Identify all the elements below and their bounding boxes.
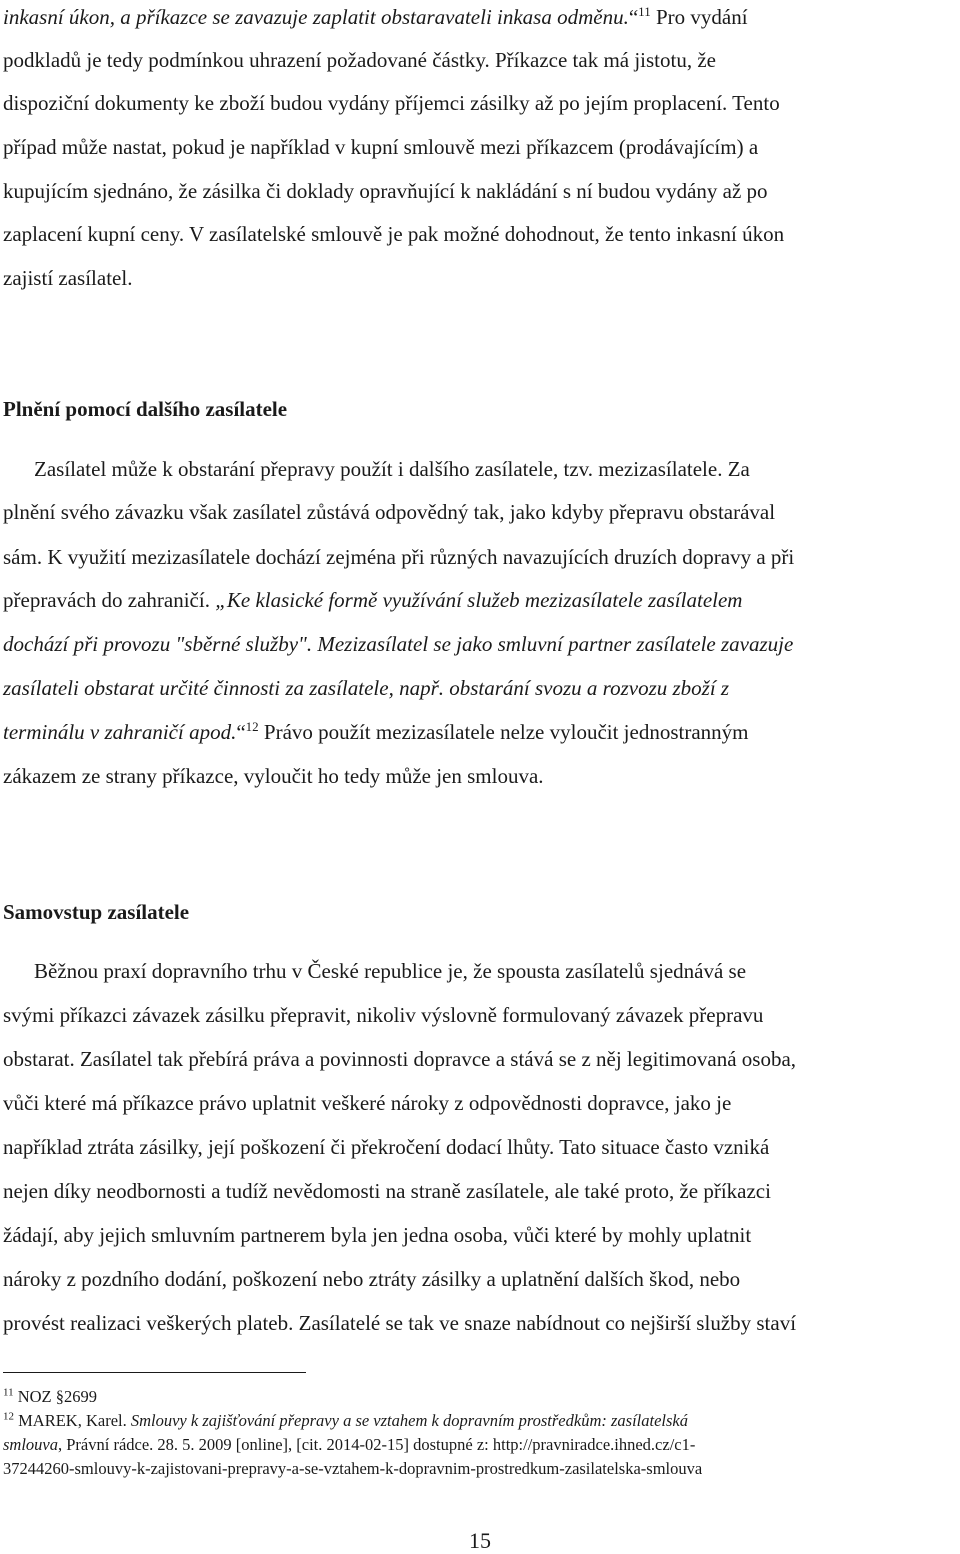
paragraph-line: terminálu v zahraničí apod.“$^{12}$ Právo použít mezizasílatele nelze vyloučit jednostranným — [3, 719, 749, 744]
page-number: 15 — [469, 1528, 491, 1553]
paragraph-line: kupujícím sjednáno, že zásilka či doklady opravňující k nakládání s ní budou vydány až po — [3, 179, 768, 203]
paragraph-line: svými příkazci závazek zásilku přepravit, nikoliv výslovně formulovaný závazek přepravu — [3, 1003, 764, 1027]
section-heading: Samovstup zasílatele — [3, 900, 190, 924]
footnote-12-line-2: smlouva, Právní rádce. 28. 5. 2009 [online], [cit. 2014-02-15] dostupné z: http://pravniradce.ihned.cz/c1- — [3, 1435, 696, 1454]
paragraph-line: podkladů je tedy podmínkou uhrazení požadované částky. Příkazce tak má jistotu, že — [3, 48, 716, 72]
paragraph-line: dochází při provozu "sběrné služby". Mezizasílatel se jako smluvní partner zasílatele zavazuje — [3, 632, 794, 656]
paragraph-line: obstarat. Zasílatel tak přebírá práva a povinnosti dopravce a stává se z něj legitimovaná osoba, — [3, 1047, 797, 1071]
footnote-12-line-3: 37244260-smlouvy-k-zajistovani-prepravy-a-se-vztahem-k-dopravnim-prostredkum-zasilatelska-smlouva — [3, 1459, 703, 1478]
paragraph-line: dispoziční dokumenty ke zboží budou vydány příjemci zásilky až po jejím proplacení. Tento — [3, 91, 780, 115]
footnote-11: $^{11}$ NOZ §2699 — [3, 1386, 98, 1406]
paragraph-line: zákazem ze strany příkazce, vyloučit ho tedy může jen smlouva. — [3, 764, 544, 788]
paragraph-line: Zasílatel může k obstarání přepravy použít i dalšího zasílatele, tzv. mezizasílatele. Za — [34, 457, 750, 481]
section-heading: Plnění pomocí dalšího zasílatele — [3, 397, 288, 421]
paragraph-line: Běžnou praxí dopravního trhu v České republice je, že spousta zasílatelů sjednává se — [34, 959, 747, 983]
paragraph-line: provést realizaci veškerých plateb. Zasílatelé se tak ve snaze nabídnout co nejširší služby staví — [3, 1311, 797, 1335]
paragraph-line: nejen díky neodbornosti a tudíž nevědomosti na straně zasílatele, ale také proto, že příkazci — [3, 1179, 771, 1203]
paragraph-line: sám. K využití mezizasílatele dochází zejména při různých navazujících druzích dopravy a při — [3, 545, 795, 569]
paragraph-line: plnění svého závazku však zasílatel zůstává odpovědný tak, jako kdyby přepravu obstarával — [3, 500, 776, 524]
footnote-12: $^{12}$ MAREK, Karel. Smlouvy k zajišťování přepravy a se vztahem k dopravním prostředkům: zasílatelská — [3, 1410, 688, 1430]
paragraph-line: vůči které má příkazce právo uplatnit veškeré nároky z odpovědnosti dopravce, jako je — [3, 1091, 732, 1115]
paragraph-line: přepravách do zahraničí. „Ke klasické formě využívání služeb mezizasílatele zasílatelem — [3, 588, 743, 612]
paragraph-line: zajistí zasílatel. — [3, 266, 133, 290]
paragraph-line: zaplacení kupní ceny. V zasílatelské smlouvě je pak možné dohodnout, že tento inkasní úkon — [3, 222, 785, 246]
paragraph-line: zasílateli obstarat určité činnosti za zasílatele, např. obstarání svozu a rozvozu zboží z — [3, 676, 730, 700]
paragraph-line: inkasní úkon, a příkazce se zavazuje zaplatit obstaravateli inkasa odměnu.“$^{11}$ Pro vydání — [3, 4, 748, 29]
paragraph-line: žádají, aby jejich smluvním partnerem byla jen jedna osoba, vůči které by mohly uplatnit — [3, 1223, 752, 1247]
paragraph-line: například ztráta zásilky, její poškození či překročení dodací lhůty. Tato situace často vzniká — [3, 1135, 770, 1159]
footnote-ref: 11 — [638, 4, 651, 19]
paragraph-line: případ může nastat, pokud je například v kupní smlouvě mezi příkazcem (prodávajícím) a — [3, 135, 759, 159]
footnote-ref: 12 — [245, 719, 259, 734]
paragraph-line: nároky z pozdního dodání, poškození nebo ztráty zásilky a uplatnění dalších škod, nebo — [3, 1267, 741, 1291]
footnote-separator — [3, 1372, 306, 1373]
